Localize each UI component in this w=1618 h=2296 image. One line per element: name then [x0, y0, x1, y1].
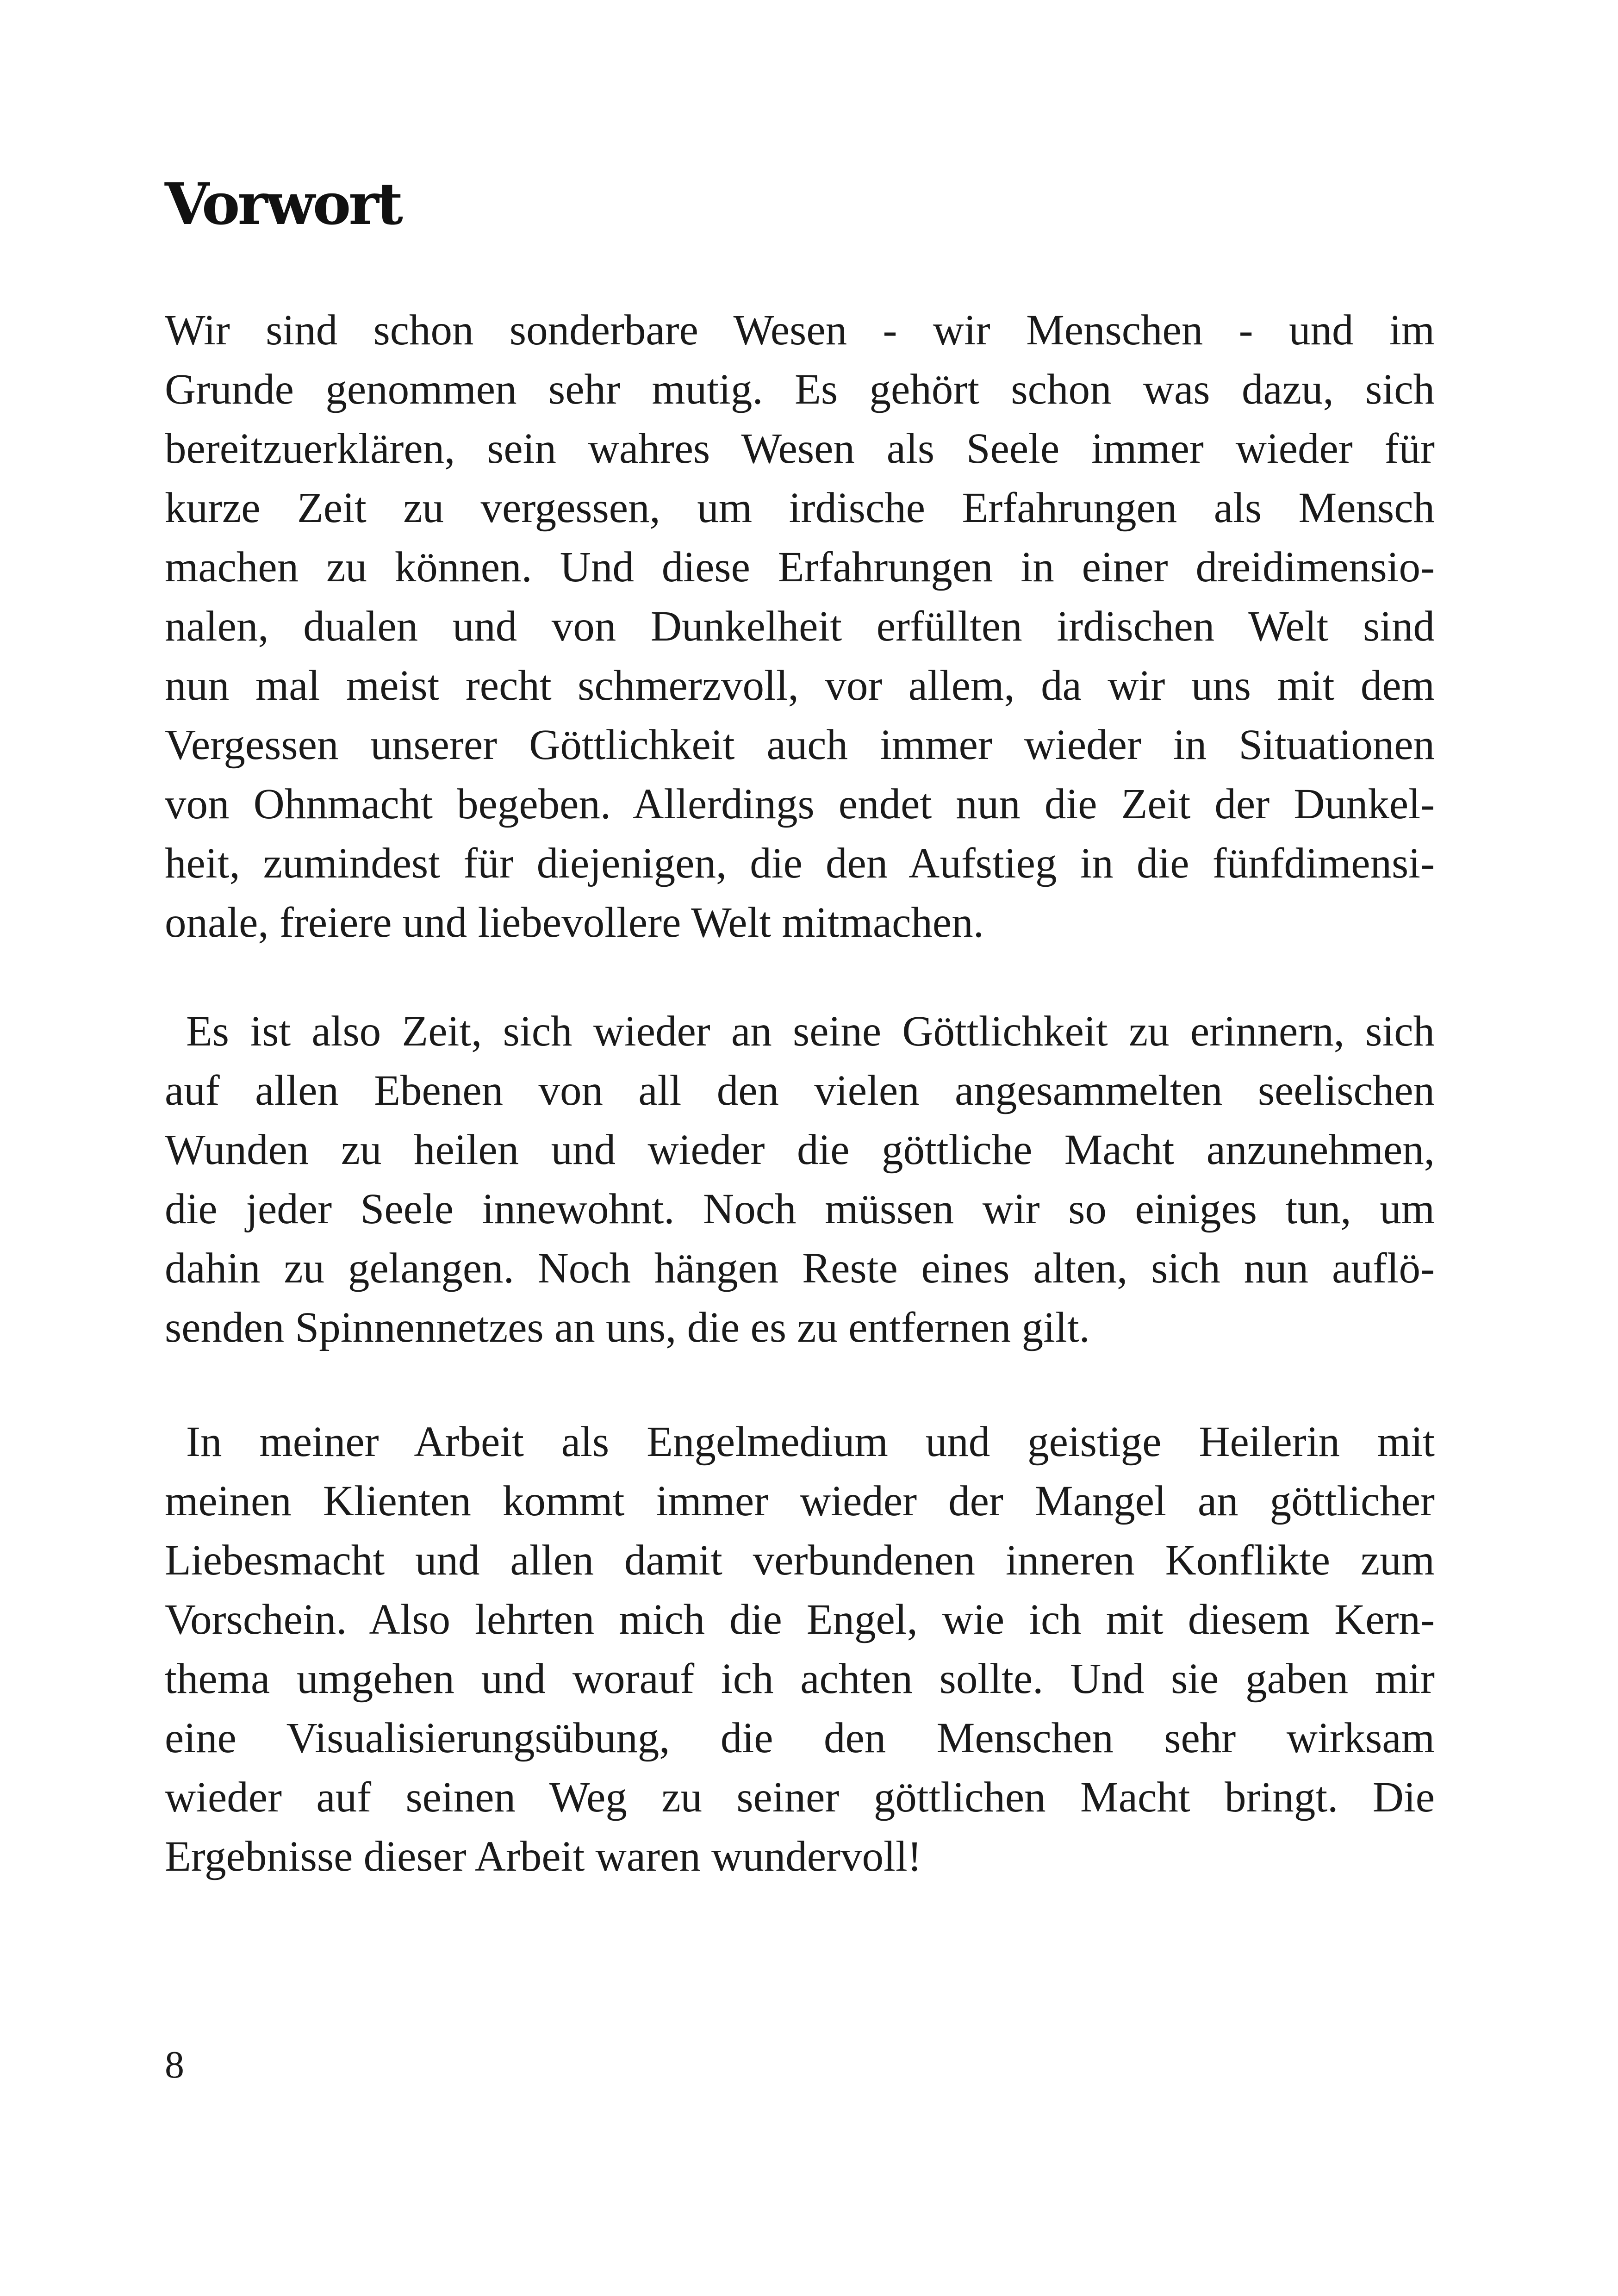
text-line: thema umgehen und worauf ich achten sollte. Und sie gaben mir	[165, 1655, 1435, 1703]
text-line: kurze Zeit zu vergessen, um irdische Erfahrungen als Mensch	[165, 484, 1435, 532]
paragraph-1	[165, 301, 1435, 952]
text-line: Wunden zu heilen und wieder die göttliche Macht anzunehmen,	[165, 1126, 1435, 1174]
text-line: nun mal meist recht schmerzvoll, vor allem, da wir uns mit dem	[165, 662, 1435, 709]
text-line: heit, zumindest für diejenigen, die den Aufstieg in die fünfdimensi-	[165, 840, 1435, 887]
text-line: auf allen Ebenen von all den vielen angesammelten seelischen	[165, 1067, 1435, 1114]
paragraph-2	[165, 1002, 1435, 1357]
text-line: onale, freiere und liebevollere Welt mitmachen.	[165, 899, 984, 946]
text-line: Vergessen unserer Göttlichkeit auch immer wieder in Situationen	[165, 721, 1435, 769]
text-line: Es ist also Zeit, sich wieder an seine Göttlichkeit zu erinnern, sich	[186, 1008, 1435, 1055]
text-line: nalen, dualen und von Dunkelheit erfüllten irdischen Welt sind	[165, 603, 1435, 650]
text-line: bereitzuerklären, sein wahres Wesen als Seele immer wieder für	[165, 425, 1435, 473]
text-line: eine Visualisierungsübung, die den Menschen sehr wirksam	[165, 1714, 1435, 1762]
page-number: 8	[165, 2043, 184, 2086]
text-line: dahin zu gelangen. Noch hängen Reste eines alten, sich nun auflö-	[165, 1244, 1435, 1292]
text-line: Grunde genommen sehr mutig. Es gehört schon was dazu, sich	[165, 366, 1435, 413]
text-line: machen zu können. Und diese Erfahrungen in einer dreidimensio-	[165, 543, 1435, 591]
paragraph-3	[165, 1412, 1435, 1886]
text-line: Vorschein. Also lehrten mich die Engel, wie ich mit diesem Kern-	[165, 1596, 1435, 1643]
text-line: meinen Klienten kommt immer wieder der Mangel an göttlicher	[165, 1477, 1435, 1525]
text-line: Ergebnisse dieser Arbeit waren wundervoll!	[165, 1833, 922, 1880]
text-line: die jeder Seele innewohnt. Noch müssen wir so einiges tun, um	[165, 1185, 1435, 1233]
text-line: wieder auf seinen Weg zu seiner göttlichen Macht bringt. Die	[165, 1773, 1435, 1821]
text-line: von Ohnmacht begeben. Allerdings endet nun die Zeit der Dunkel-	[165, 780, 1435, 828]
page-title: Vorwort	[165, 171, 401, 238]
text-line: Wir sind schon sonderbare Wesen - wir Menschen - und im	[165, 306, 1435, 354]
text-line: Liebesmacht und allen damit verbundenen inneren Konflikte zum	[165, 1537, 1435, 1584]
text-line: senden Spinnennetzes an uns, die es zu entfernen gilt.	[165, 1304, 1090, 1351]
text-line: In meiner Arbeit als Engelmedium und geistige Heilerin mit	[186, 1418, 1435, 1466]
